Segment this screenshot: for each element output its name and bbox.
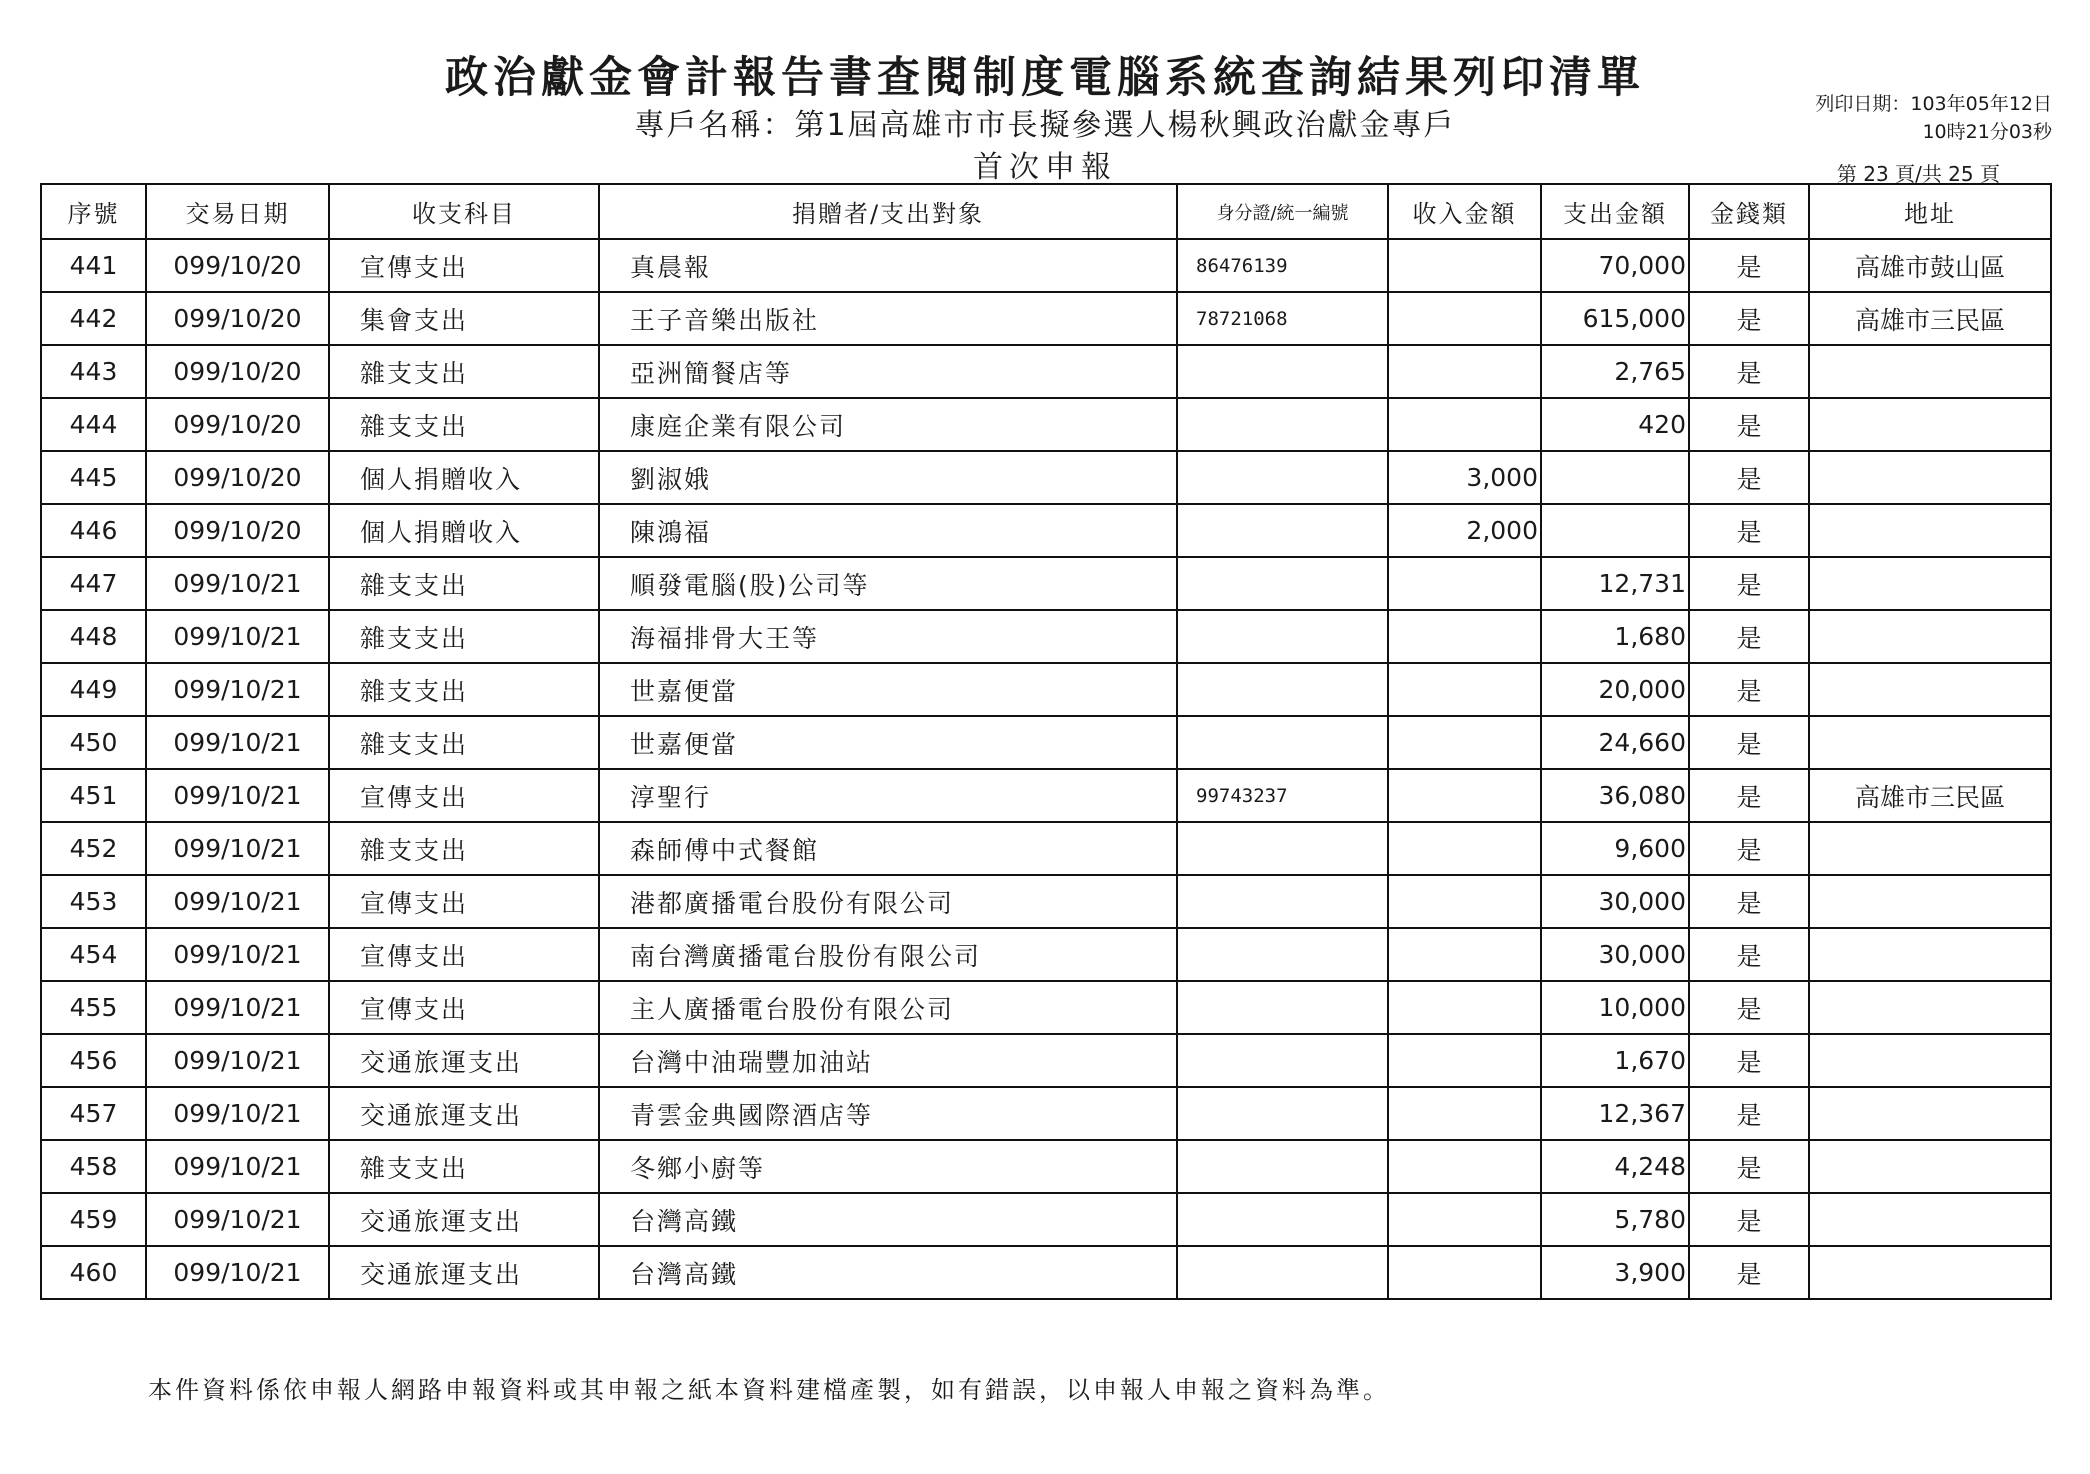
- table-row: [41, 1193, 2051, 1246]
- table-row: [41, 928, 2051, 981]
- cell-donor: 劉淑娥: [599, 451, 1177, 504]
- cell-money-type: 是: [1689, 1140, 1809, 1193]
- cell-income: [1388, 239, 1541, 292]
- cell-id-number: 86476139: [1177, 239, 1388, 292]
- cell-income: [1388, 557, 1541, 610]
- cell-date: 099/10/20: [146, 345, 329, 398]
- cell-id-number: [1177, 504, 1388, 557]
- cell-category: 交通旅運支出: [329, 1246, 599, 1299]
- cell-income: [1388, 716, 1541, 769]
- cell-expense: 5,780: [1541, 1193, 1689, 1246]
- cell-expense: 1,680: [1541, 610, 1689, 663]
- cell-address: [1809, 345, 2051, 398]
- table-row: [41, 1087, 2051, 1140]
- cell-income: [1388, 875, 1541, 928]
- cell-category: 交通旅運支出: [329, 1087, 599, 1140]
- cell-category: 雜支支出: [329, 345, 599, 398]
- cell-income: [1388, 928, 1541, 981]
- col-header-category: 收支科目: [329, 184, 599, 239]
- ledger-table: [40, 183, 2052, 1300]
- cell-expense: 30,000: [1541, 928, 1689, 981]
- cell-id-number: [1177, 345, 1388, 398]
- cell-category: 宣傳支出: [329, 928, 599, 981]
- col-header-date: 交易日期: [146, 184, 329, 239]
- cell-money-type: 是: [1689, 239, 1809, 292]
- table-row: [41, 769, 2051, 822]
- cell-date: 099/10/21: [146, 928, 329, 981]
- cell-seq: 456: [41, 1034, 146, 1087]
- cell-donor: 港都廣播電台股份有限公司: [599, 875, 1177, 928]
- cell-address: 高雄市鼓山區: [1809, 239, 2051, 292]
- cell-money-type: 是: [1689, 292, 1809, 345]
- cell-donor: 南台灣廣播電台股份有限公司: [599, 928, 1177, 981]
- cell-category: 雜支支出: [329, 663, 599, 716]
- cell-donor: 世嘉便當: [599, 716, 1177, 769]
- cell-date: 099/10/21: [146, 1087, 329, 1140]
- cell-money-type: 是: [1689, 504, 1809, 557]
- cell-income: 3,000: [1388, 451, 1541, 504]
- cell-address: [1809, 1034, 2051, 1087]
- cell-id-number: [1177, 822, 1388, 875]
- cell-seq: 441: [41, 239, 146, 292]
- cell-income: [1388, 292, 1541, 345]
- cell-seq: 446: [41, 504, 146, 557]
- cell-donor: 真晨報: [599, 239, 1177, 292]
- cell-income: [1388, 610, 1541, 663]
- cell-expense: 2,765: [1541, 345, 1689, 398]
- cell-address: [1809, 981, 2051, 1034]
- cell-category: 雜支支出: [329, 716, 599, 769]
- cell-donor: 陳鴻福: [599, 504, 1177, 557]
- cell-date: 099/10/21: [146, 663, 329, 716]
- cell-seq: 453: [41, 875, 146, 928]
- cell-income: [1388, 345, 1541, 398]
- cell-category: 宣傳支出: [329, 769, 599, 822]
- cell-income: [1388, 981, 1541, 1034]
- cell-category: 雜支支出: [329, 1140, 599, 1193]
- cell-money-type: 是: [1689, 875, 1809, 928]
- cell-money-type: 是: [1689, 822, 1809, 875]
- cell-seq: 445: [41, 451, 146, 504]
- cell-seq: 444: [41, 398, 146, 451]
- cell-date: 099/10/21: [146, 822, 329, 875]
- cell-expense: 20,000: [1541, 663, 1689, 716]
- cell-money-type: 是: [1689, 928, 1809, 981]
- cell-id-number: [1177, 557, 1388, 610]
- cell-category: 集會支出: [329, 292, 599, 345]
- cell-address: [1809, 398, 2051, 451]
- cell-money-type: 是: [1689, 610, 1809, 663]
- cell-income: [1388, 1193, 1541, 1246]
- report-type: 首次申報: [973, 150, 1117, 185]
- cell-donor: 康庭企業有限公司: [599, 398, 1177, 451]
- cell-expense: 36,080: [1541, 769, 1689, 822]
- cell-income: [1388, 1034, 1541, 1087]
- account-name: 專戶名稱：第1屆高雄市市長擬參選人楊秋興政治獻金專戶: [634, 108, 1456, 143]
- table-row: [41, 610, 2051, 663]
- cell-id-number: [1177, 716, 1388, 769]
- cell-date: 099/10/21: [146, 1193, 329, 1246]
- cell-category: 雜支支出: [329, 822, 599, 875]
- table-header-row: [41, 184, 2051, 239]
- cell-donor: 台灣高鐵: [599, 1246, 1177, 1299]
- table-row: [41, 504, 2051, 557]
- cell-seq: 442: [41, 292, 146, 345]
- cell-address: [1809, 504, 2051, 557]
- page-info: 第 23 頁/共 25 頁: [1836, 162, 2000, 186]
- cell-address: [1809, 1193, 2051, 1246]
- cell-seq: 455: [41, 981, 146, 1034]
- cell-date: 099/10/21: [146, 716, 329, 769]
- cell-expense: 615,000: [1541, 292, 1689, 345]
- ledger-body: [41, 239, 2051, 1299]
- cell-id-number: [1177, 928, 1388, 981]
- cell-category: 交通旅運支出: [329, 1034, 599, 1087]
- cell-category: 雜支支出: [329, 398, 599, 451]
- cell-date: 099/10/21: [146, 1140, 329, 1193]
- table-row: [41, 451, 2051, 504]
- cell-donor: 主人廣播電台股份有限公司: [599, 981, 1177, 1034]
- cell-seq: 452: [41, 822, 146, 875]
- cell-date: 099/10/20: [146, 292, 329, 345]
- cell-seq: 460: [41, 1246, 146, 1299]
- cell-donor: 冬鄉小廚等: [599, 1140, 1177, 1193]
- cell-money-type: 是: [1689, 1087, 1809, 1140]
- cell-expense: 10,000: [1541, 981, 1689, 1034]
- cell-income: [1388, 663, 1541, 716]
- cell-category: 交通旅運支出: [329, 1193, 599, 1246]
- cell-category: 個人捐贈收入: [329, 504, 599, 557]
- cell-address: 高雄市三民區: [1809, 292, 2051, 345]
- cell-id-number: [1177, 1140, 1388, 1193]
- cell-seq: 447: [41, 557, 146, 610]
- cell-category: 宣傳支出: [329, 239, 599, 292]
- cell-date: 099/10/20: [146, 451, 329, 504]
- cell-income: [1388, 822, 1541, 875]
- cell-address: [1809, 451, 2051, 504]
- cell-expense: [1541, 504, 1689, 557]
- cell-seq: 454: [41, 928, 146, 981]
- cell-address: [1809, 663, 2051, 716]
- col-header-expense: 支出金額: [1541, 184, 1689, 239]
- cell-seq: 448: [41, 610, 146, 663]
- cell-id-number: [1177, 663, 1388, 716]
- cell-date: 099/10/20: [146, 239, 329, 292]
- cell-money-type: 是: [1689, 1193, 1809, 1246]
- cell-address: [1809, 1087, 2051, 1140]
- cell-money-type: 是: [1689, 981, 1809, 1034]
- cell-money-type: 是: [1689, 663, 1809, 716]
- cell-id-number: [1177, 1246, 1388, 1299]
- cell-income: [1388, 769, 1541, 822]
- cell-category: 個人捐贈收入: [329, 451, 599, 504]
- cell-address: [1809, 875, 2051, 928]
- cell-date: 099/10/21: [146, 769, 329, 822]
- cell-expense: 24,660: [1541, 716, 1689, 769]
- cell-income: [1388, 398, 1541, 451]
- table-row: [41, 557, 2051, 610]
- cell-expense: 70,000: [1541, 239, 1689, 292]
- cell-address: [1809, 822, 2051, 875]
- table-row: [41, 875, 2051, 928]
- cell-money-type: 是: [1689, 716, 1809, 769]
- document-title: 政治獻金會計報告書查閱制度電腦系統查詢結果列印清單: [445, 53, 1645, 103]
- table-row: [41, 716, 2051, 769]
- cell-income: [1388, 1140, 1541, 1193]
- cell-income: 2,000: [1388, 504, 1541, 557]
- cell-date: 099/10/21: [146, 610, 329, 663]
- table-row: [41, 1140, 2051, 1193]
- cell-address: [1809, 610, 2051, 663]
- cell-expense: 3,900: [1541, 1246, 1689, 1299]
- cell-seq: 449: [41, 663, 146, 716]
- cell-donor: 台灣高鐵: [599, 1193, 1177, 1246]
- cell-donor: 王子音樂出版社: [599, 292, 1177, 345]
- table-row: [41, 398, 2051, 451]
- cell-seq: 450: [41, 716, 146, 769]
- cell-money-type: 是: [1689, 769, 1809, 822]
- cell-id-number: [1177, 1193, 1388, 1246]
- cell-date: 099/10/21: [146, 981, 329, 1034]
- print-date-line-1: 列印日期：103年05年12日: [1815, 93, 2052, 115]
- cell-expense: 4,248: [1541, 1140, 1689, 1193]
- cell-id-number: 78721068: [1177, 292, 1388, 345]
- table-row: [41, 1034, 2051, 1087]
- cell-expense: 12,367: [1541, 1087, 1689, 1140]
- cell-expense: 12,731: [1541, 557, 1689, 610]
- col-header-donor: 捐贈者/支出對象: [599, 184, 1177, 239]
- table-row: [41, 345, 2051, 398]
- cell-address: [1809, 1246, 2051, 1299]
- cell-date: 099/10/21: [146, 557, 329, 610]
- cell-donor: 亞洲簡餐店等: [599, 345, 1177, 398]
- cell-expense: 30,000: [1541, 875, 1689, 928]
- cell-date: 099/10/20: [146, 398, 329, 451]
- table-row: [41, 292, 2051, 345]
- cell-donor: 森師傅中式餐館: [599, 822, 1177, 875]
- cell-money-type: 是: [1689, 1034, 1809, 1087]
- cell-category: 雜支支出: [329, 610, 599, 663]
- cell-donor: 淳聖行: [599, 769, 1177, 822]
- table-row: [41, 663, 2051, 716]
- print-date-line-2: 10時21分03秒: [1922, 121, 2052, 143]
- table-row: [41, 981, 2051, 1034]
- cell-money-type: 是: [1689, 451, 1809, 504]
- col-header-money-type: 金錢類: [1689, 184, 1809, 239]
- table-row: [41, 1246, 2051, 1299]
- cell-expense: 9,600: [1541, 822, 1689, 875]
- table-row: [41, 239, 2051, 292]
- cell-income: [1388, 1246, 1541, 1299]
- cell-id-number: [1177, 1034, 1388, 1087]
- col-header-id: 身分證/統一編號: [1177, 184, 1388, 239]
- cell-money-type: 是: [1689, 1246, 1809, 1299]
- cell-date: 099/10/20: [146, 504, 329, 557]
- cell-expense: 420: [1541, 398, 1689, 451]
- cell-seq: 443: [41, 345, 146, 398]
- cell-donor: 順發電腦(股)公司等: [599, 557, 1177, 610]
- cell-seq: 458: [41, 1140, 146, 1193]
- col-header-seq: 序號: [41, 184, 146, 239]
- cell-address: [1809, 716, 2051, 769]
- cell-address: 高雄市三民區: [1809, 769, 2051, 822]
- cell-address: [1809, 928, 2051, 981]
- cell-id-number: [1177, 610, 1388, 663]
- cell-address: [1809, 557, 2051, 610]
- cell-money-type: 是: [1689, 557, 1809, 610]
- col-header-income: 收入金額: [1388, 184, 1541, 239]
- cell-money-type: 是: [1689, 345, 1809, 398]
- cell-money-type: 是: [1689, 398, 1809, 451]
- cell-address: [1809, 1140, 2051, 1193]
- footnote: 本件資料係依申報人網路申報資料或其申報之紙本資料建檔產製，如有錯誤，以申報人申報之資料為準。: [148, 1376, 1390, 1404]
- cell-donor: 台灣中油瑞豐加油站: [599, 1034, 1177, 1087]
- print-date: [1815, 90, 2052, 146]
- cell-expense: 1,670: [1541, 1034, 1689, 1087]
- cell-id-number: [1177, 875, 1388, 928]
- cell-category: 宣傳支出: [329, 981, 599, 1034]
- cell-seq: 457: [41, 1087, 146, 1140]
- cell-date: 099/10/21: [146, 875, 329, 928]
- cell-id-number: [1177, 451, 1388, 504]
- cell-date: 099/10/21: [146, 1246, 329, 1299]
- cell-category: 宣傳支出: [329, 875, 599, 928]
- cell-category: 雜支支出: [329, 557, 599, 610]
- cell-income: [1388, 1087, 1541, 1140]
- cell-donor: 青雲金典國際酒店等: [599, 1087, 1177, 1140]
- table-row: [41, 822, 2051, 875]
- cell-seq: 451: [41, 769, 146, 822]
- cell-seq: 459: [41, 1193, 146, 1246]
- cell-id-number: [1177, 1087, 1388, 1140]
- cell-id-number: 99743237: [1177, 769, 1388, 822]
- cell-id-number: [1177, 981, 1388, 1034]
- cell-date: 099/10/21: [146, 1034, 329, 1087]
- cell-donor: 海福排骨大王等: [599, 610, 1177, 663]
- cell-id-number: [1177, 398, 1388, 451]
- col-header-address: 地址: [1809, 184, 2051, 239]
- cell-expense: [1541, 451, 1689, 504]
- cell-donor: 世嘉便當: [599, 663, 1177, 716]
